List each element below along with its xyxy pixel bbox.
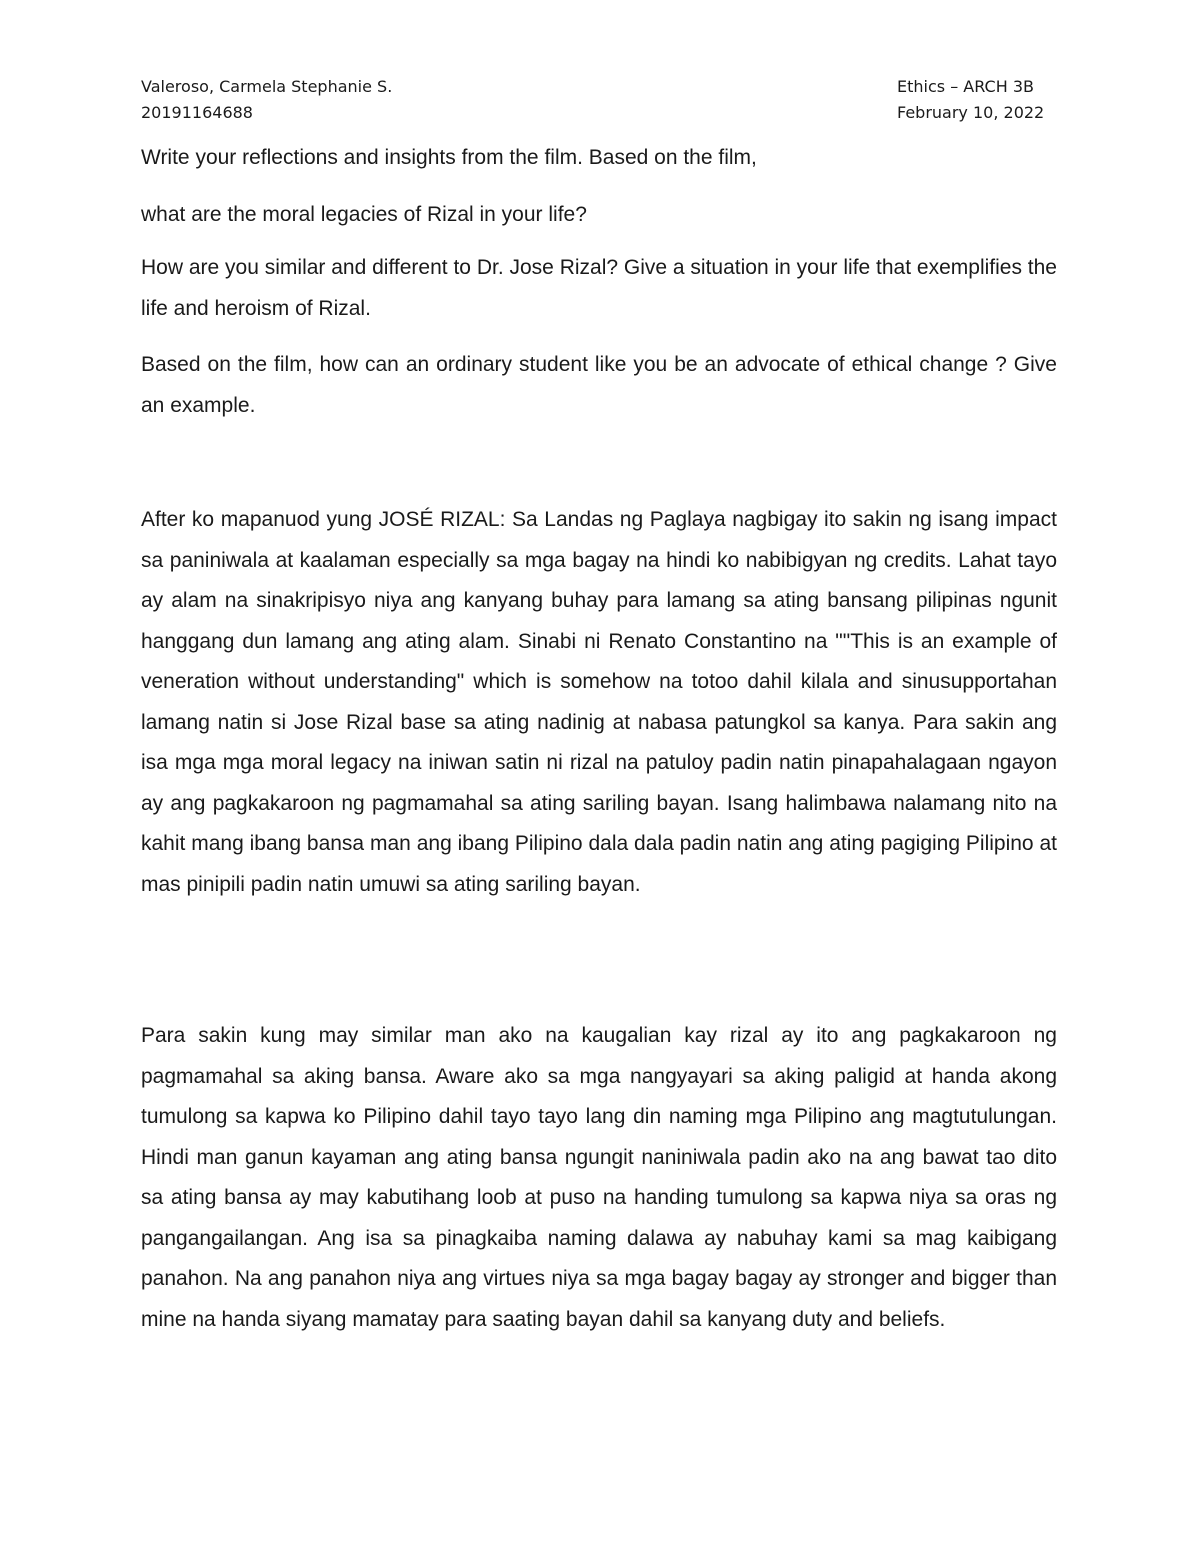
course-label: Ethics – ARCH 3B (897, 77, 1034, 96)
prompt-2-text: what are the moral legacies of Rizal in your life? (141, 203, 587, 226)
answer-paragraph-2 (141, 1016, 1057, 1340)
prompt-3 (141, 248, 1057, 329)
document-date: February 10, 2022 (897, 103, 1045, 122)
prompt-4-text: Based on the film, how can an ordinary student like you be an advocate of ethical change ? Give an example. (141, 353, 1057, 417)
answer-paragraph-1 (141, 500, 1057, 905)
header-row-1 (141, 74, 1059, 100)
prompt-3-text: How are you similar and different to Dr. Jose Rizal? Give a situation in your life that exemplifies the life and heroism of Rizal. (141, 256, 1057, 320)
answer-paragraph-1-text: After ko mapanuod yung JOSÉ RIZAL: Sa Landas ng Paglaya nagbigay ito sakin ng isang impact sa paniniwala at kaalaman especially sa mga bagay na hindi ko nabibigyan ng credits. Lahat tayo ay alam na sinakripisyo niya ang kanyang buhay para lamang sa ating bansang pilipinas ngunit hanggang dun lamang ang ating alam. Sinabi ni Renato Constantino na ""This is an example of veneration without understanding" which is somehow na totoo dahil kilala and sinusupportahan lamang natin si Jose Rizal base sa ating nadinig at nabasa patungkol sa kanya. Para sakin ang isa mga mga moral legacy na iniwan satin ni rizal na patuloy padin natin pinapahalagaan ngayon ay ang pagkakaroon ng pagmamahal sa ating sariling bayan. Isang halimbawa nalamang nito na kahit mang ibang bansa man ang ibang Pilipino dala dala padin natin ang ating pagiging Pilipino at mas pinipili padin natin umuwi sa ating sariling bayan. (141, 508, 1057, 896)
answer-paragraph-2-text: Para sakin kung may similar man ako na kaugalian kay rizal ay ito ang pagkakaroon ng pagmamahal sa aking bansa. Aware ako sa mga nangyayari sa aking paligid at handa akong tumulong sa kapwa ko Pilipino dahil tayo tayo lang din naming mga Pilipino ang magtutulungan. Hindi man ganun kayaman ang ating bansa ngungit naniniwala padin ako na ang bawat tao dito sa ating bansa ay may kabutihang loob at puso na handing tumulong sa kapwa niya sa oras ng pangangailangan. Ang isa sa pinagkaiba naming dalawa ay nabuhay kami sa mag kaibigang panahon. Na ang panahon niya ang virtues niya sa mga bagay bagay ay stronger and bigger than mine na handa siyang mamatay para saating bayan dahil sa kanyang duty and beliefs. (141, 1024, 1057, 1331)
student-number: 20191164688 (141, 103, 253, 122)
header-row-2 (141, 100, 1059, 126)
document-header (141, 74, 1059, 126)
student-name: Valeroso, Carmela Stephanie S. (141, 77, 393, 96)
prompt-1-text: Write your reflections and insights from the film. Based on the film, (141, 146, 757, 169)
prompt-2 (141, 195, 1057, 236)
prompt-4 (141, 345, 1057, 426)
prompt-1 (141, 138, 1057, 179)
